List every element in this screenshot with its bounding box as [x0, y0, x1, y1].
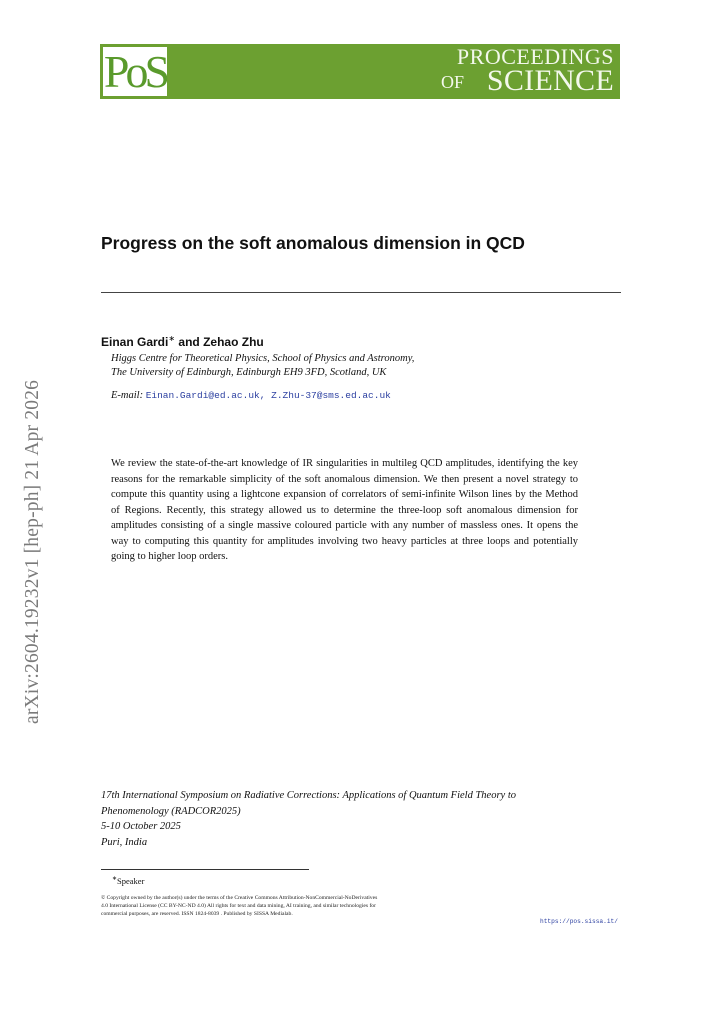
author-name: Einan Gardi — [101, 335, 169, 349]
title-divider — [101, 292, 621, 293]
affiliation — [111, 352, 611, 379]
email-separator: , — [259, 390, 272, 401]
pos-header-banner — [100, 44, 620, 99]
paper-title: Progress on the soft anomalous dimension in QCD — [101, 233, 525, 253]
email-link[interactable]: Einan.Gardi@ed.ac.uk — [145, 390, 260, 401]
abstract: We review the state-of-the-art knowledge of IR singularities in multileg QCD amplitudes, identifying the key reasons for the remarkable simplicity of the soft anomalous dimension. We then present a novel strategy to compute this quantity using a lightcone expansion of correlators of semi-infinite Wilson lines by the Method of Regions. Recently, this strategy allowed us to determine the three-loop soft anomalous dimension for amplitudes consisting of a single massive coloured particle with any number of massless ones. It opens the way to computing this quantity for amplitudes involving two heavy particles at three loops and potentially going to higher loop orders. — [111, 458, 578, 562]
arxiv-stamp — [21, 292, 45, 724]
pos-logo-text: PoS — [103, 46, 167, 97]
speaker-mark: ∗ — [168, 334, 176, 343]
conference-name: 17th International Symposium on Radiative Corrections: Applications of Quantum Field Theory to — [101, 790, 517, 801]
proceedings-wordmark: PROCEEDINGS — [456, 44, 614, 69]
email-label: E-mail: — [111, 390, 144, 401]
of-wordmark: OF — [440, 72, 464, 92]
arxiv-stamp-text: arXiv:2604.19232v1 [hep-ph] 21 Apr 2026 — [22, 379, 43, 724]
conference-info — [101, 788, 601, 850]
email-link[interactable]: Z.Zhu-37@sms.ed.ac.uk — [271, 390, 391, 401]
footnote-divider — [101, 869, 309, 870]
author-connector: and — [175, 335, 204, 349]
affiliation-line: Higgs Centre for Theoretical Physics, School of Physics and Astronomy, — [111, 353, 415, 364]
pos-logo — [103, 47, 167, 96]
pos-url-link[interactable]: https://pos.sissa.it/ — [540, 918, 618, 925]
copyright-line: commercial purposes, are reserved. ISSN 1824-8039 . Published by SISSA Medialab. — [101, 910, 293, 917]
conference-place: Puri, India — [101, 836, 148, 848]
footnote-text: Speaker — [117, 875, 145, 886]
copyright-notice — [101, 895, 481, 918]
footnote-mark: ∗ — [112, 876, 118, 882]
author-name: Zehao Zhu — [203, 335, 264, 349]
conference-name-cont: Phenomenology (RADCOR2025) — [101, 805, 241, 817]
footnote — [112, 873, 144, 887]
affiliation-line: The University of Edinburgh, Edinburgh EH9 3FD, Scotland, UK — [111, 366, 387, 378]
copyright-line: © Copyright owned by the author(s) under the terms of the Creative Commons Attribution-NonCommercial-NoDerivatives — [101, 895, 378, 901]
science-wordmark: SCIENCE — [486, 64, 614, 97]
conference-dates: 5-10 October 2025 — [101, 821, 181, 832]
email-line — [111, 389, 391, 403]
copyright-line: 4.0 International License (CC BY-NC-ND 4.0) All rights for text and data mining, AI training, and similar technologies for — [101, 902, 376, 909]
author-list — [101, 331, 264, 350]
